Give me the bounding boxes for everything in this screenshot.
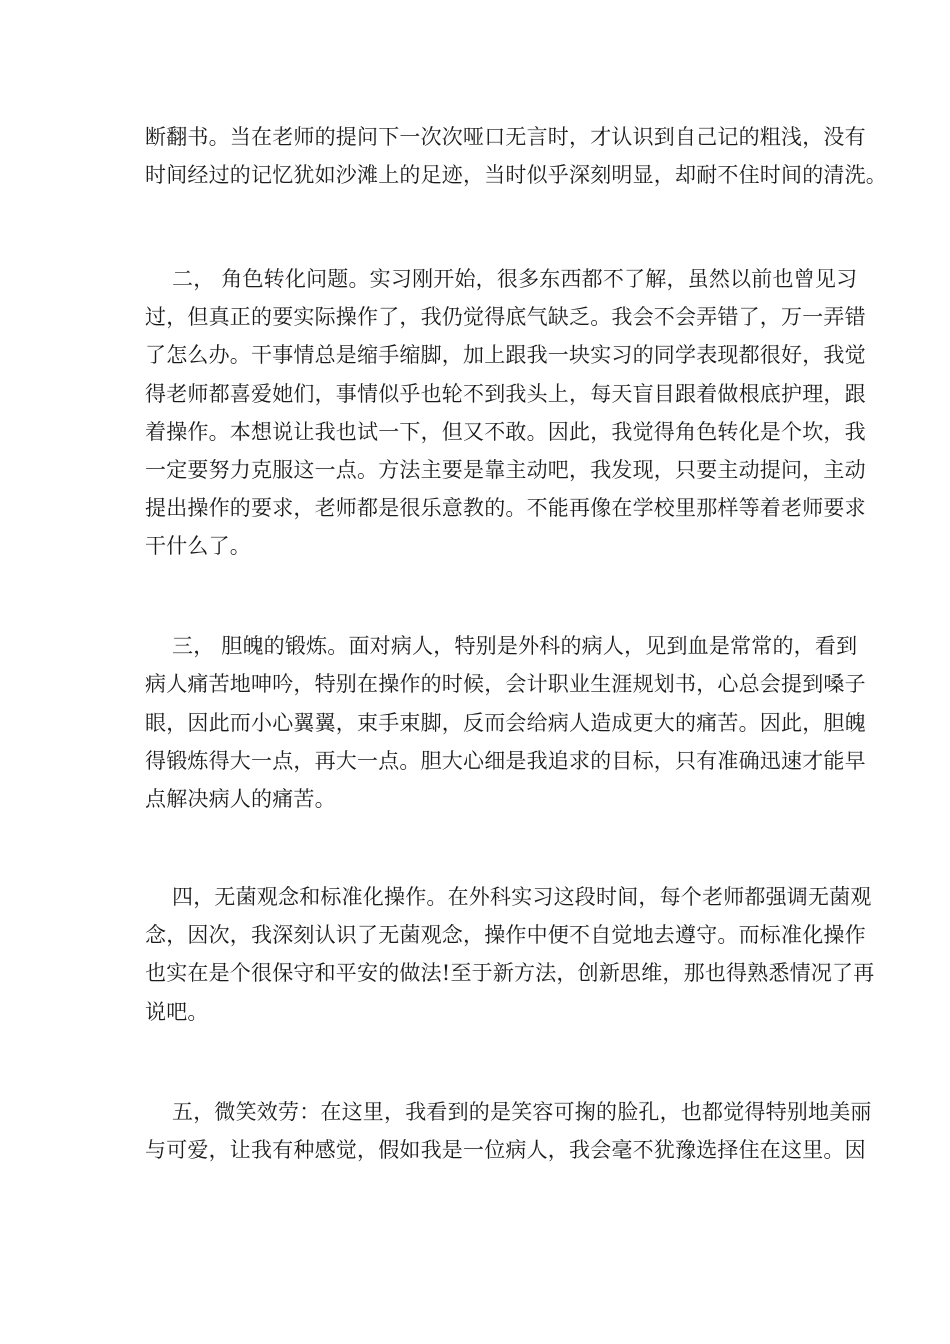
paragraph-3-line-3: 也实在是个很保守和平安的做法!至于新方法，创新思维，那也得熟悉情况了再 — [145, 961, 875, 985]
paragraph-1-line-8: 干什么了。 — [145, 534, 251, 558]
paragraph-4-line-1: 五，微笑效劳：在这里，我看到的是笑容可掬的脸孔，也都觉得特别地美丽 — [172, 1100, 872, 1124]
paragraph-3-line-2: 念，因次，我深刻认识了无菌观念，操作中便不自觉地去遵守。而标准化操作 — [145, 923, 866, 947]
paragraph-2-line-5: 点解决病人的痛苦。 — [145, 787, 336, 811]
paragraph-3-line-1: 四，无菌观念和标准化操作。在外科实习这段时间，每个老师都强调无菌观 — [172, 885, 872, 909]
paragraph-2-line-3: 眼，因此而小心翼翼，束手束脚，反而会给病人造成更大的痛苦。因此，胆魄 — [145, 711, 866, 735]
paragraph-1-line-4: 得老师都喜爱她们，事情似乎也轮不到我头上，每天盲目跟着做根底护理，跟 — [145, 382, 866, 406]
paragraph-1-line-7: 提出操作的要求，老师都是很乐意教的。不能再像在学校里那样等着老师要求 — [145, 496, 866, 520]
paragraph-2-line-2: 病人痛苦地呻吟，特别在操作的时候，会计职业生涯规划书，心总会提到嗓子 — [145, 672, 866, 696]
paragraph-1-line-2: 过，但真正的要实际操作了，我仍觉得底气缺乏。我会不会弄错了，万一弄错 — [145, 305, 866, 329]
paragraph-4-line-2: 与可爱，让我有种感觉，假如我是一位病人，我会毫不犹豫选择住在这里。因 — [145, 1138, 866, 1162]
paragraph-0-line-2: 时间经过的记忆犹如沙滩上的足迹，当时似乎深刻明显，却耐不住时间的清洗。 — [145, 163, 887, 187]
paragraph-1-line-3: 了怎么办。干事情总是缩手缩脚，加上跟我一块实习的同学表现都很好，我觉 — [145, 343, 866, 367]
paragraph-3-line-4: 说吧。 — [145, 1000, 209, 1024]
paragraph-1-line-1: 二， 角色转化问题。实习刚开始，很多东西都不了解，虽然以前也曾见习 — [172, 267, 858, 291]
paragraph-1-line-6: 一定要努力克服这一点。方法主要是靠主动吧，我发现，只要主动提问，主动 — [145, 458, 866, 482]
paragraph-0-line-1: 断翻书。当在老师的提问下一次次哑口无言时，才认识到自己记的粗浅，没有 — [145, 125, 866, 149]
paragraph-1-line-5: 着操作。本想说让我也试一下，但又不敢。因此，我觉得角色转化是个坎，我 — [145, 420, 866, 444]
paragraph-2-line-4: 得锻炼得大一点，再大一点。胆大心细是我追求的目标，只有准确迅速才能早 — [145, 749, 866, 773]
paragraph-2-line-1: 三， 胆魄的锻炼。面对病人，特别是外科的病人，见到血是常常的，看到 — [172, 634, 858, 658]
